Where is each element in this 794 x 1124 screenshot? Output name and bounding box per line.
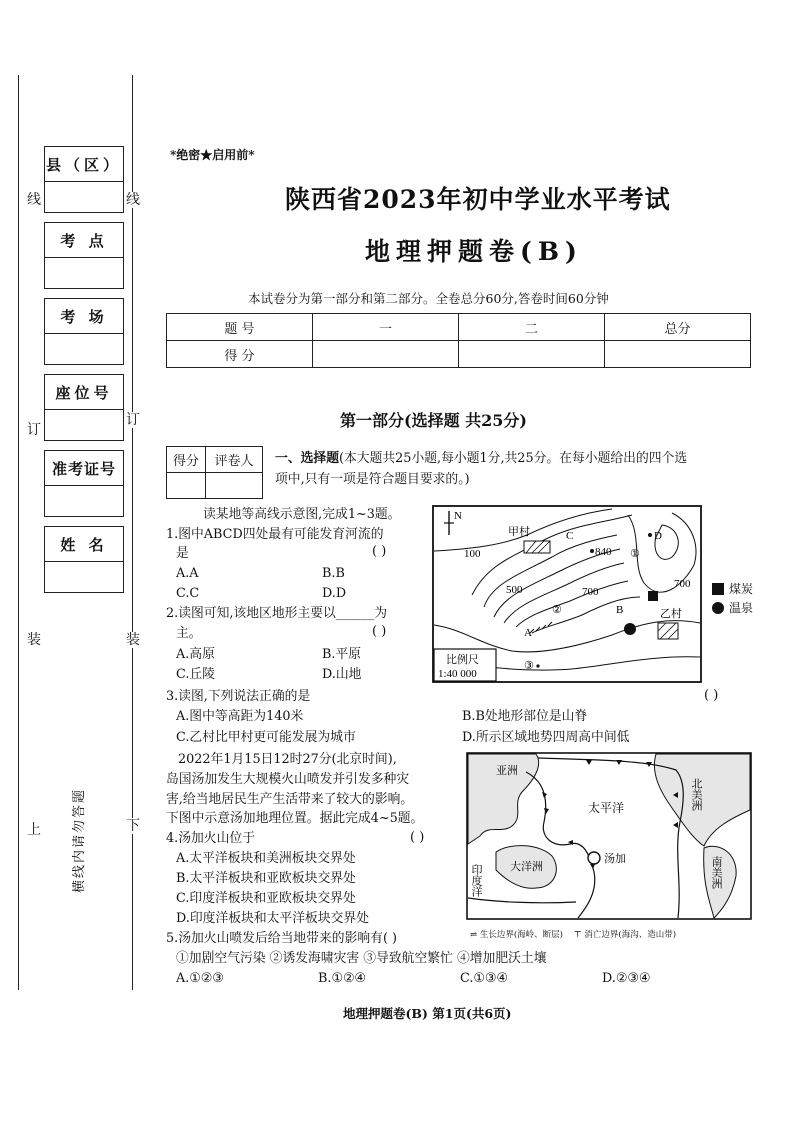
label-north-america: 北美洲: [690, 778, 702, 811]
point-c: C: [566, 530, 574, 542]
q4-stem: 4.汤加火山位于: [166, 831, 255, 846]
field-exam-room-label: 考 场: [45, 299, 123, 334]
label-tonga: 汤加: [604, 853, 626, 865]
scale-label: 比例尺: [446, 654, 479, 666]
point-3: ③: [524, 660, 534, 672]
field-name-label: 姓 名: [45, 527, 123, 562]
intro-tonga-2: 岛国汤加发生大规模火山喷发并引发多种灾: [166, 772, 410, 787]
label-pacific: 太平洋: [588, 801, 625, 815]
intro-tonga-4: 下图中示意汤加地理位置。据此完成4~5题。: [166, 811, 424, 826]
q2-stem-cont: 主。: [176, 626, 202, 641]
q4-option-b[interactable]: B.太平洋板块和亚欧板块交界处: [176, 871, 356, 886]
q5-items: ①加剧空气污染 ②诱发海啸灾害 ③导致航空繁忙 ④增加肥沃土壤: [176, 951, 547, 966]
part1-title: 第一部分(选择题 共25分): [340, 411, 527, 430]
score-header-total: 总分: [605, 314, 751, 341]
q3-answer-paren[interactable]: ( ): [704, 688, 719, 703]
score-cell-part1[interactable]: [313, 341, 459, 368]
coal-icon: [648, 591, 658, 601]
legend-coal-label: 煤炭: [729, 582, 754, 596]
q4-option-d[interactable]: D.印度洋板块和太平洋板块交界处: [176, 911, 370, 926]
grader-table: [166, 446, 263, 499]
point-d: D: [654, 530, 662, 542]
q2-option-d[interactable]: D.山地: [322, 667, 362, 682]
point-2: ②: [552, 604, 562, 616]
binding-xian-left: 线: [27, 192, 41, 208]
q5-option-c[interactable]: C.①③④: [460, 971, 508, 986]
binding-zhuang-left: 装: [27, 632, 41, 648]
point-b: B: [616, 604, 624, 616]
label-south-america: 南美洲: [710, 856, 722, 889]
intro-tonga-1: 2022年1月15日12时27分(北京时间),: [178, 752, 397, 767]
q1-answer-paren[interactable]: ( ): [372, 544, 387, 559]
field-exam-site[interactable]: [44, 222, 124, 289]
field-exam-site-label: 考 点: [45, 223, 123, 258]
q2-option-c[interactable]: C.丘陵: [176, 667, 215, 682]
q1-stem: 1.图中ABCD四处最有可能发育河流的: [166, 527, 384, 542]
q1-option-d[interactable]: D.D: [322, 586, 347, 601]
q3-option-a[interactable]: A.图中等高距为140米: [176, 709, 304, 724]
legend-growth-label: 生长边界(海岭、断层): [479, 930, 563, 940]
grader-name-cell[interactable]: [206, 473, 263, 499]
page-subtitle: 地理押题卷(B): [365, 237, 583, 266]
q4-option-c[interactable]: C.印度洋板块和亚欧板块交界处: [176, 891, 356, 906]
score-cell-part2[interactable]: [459, 341, 605, 368]
subduction-boundary-icon: ⊤: [573, 930, 582, 940]
section-head: 一、选择题: [275, 451, 339, 466]
q4-answer-paren[interactable]: ( ): [410, 830, 425, 845]
contour-label-840: 840: [595, 546, 612, 558]
contour-label-700b: 700: [674, 578, 691, 590]
grader-score-cell[interactable]: [167, 473, 206, 499]
binding-warning: 横线内请勿答题: [72, 787, 87, 893]
north-label: N: [454, 510, 462, 522]
label-indian-ocean: 印度洋: [470, 864, 482, 897]
q5-option-d[interactable]: D.②③④: [602, 971, 651, 986]
legend-subduct-label: 消亡边界(海沟、造山带): [584, 930, 677, 940]
field-county[interactable]: [44, 146, 124, 213]
plate-map-legend: [470, 928, 746, 940]
scale-value: 1:40 000: [438, 668, 477, 680]
q2-option-b[interactable]: B.平原: [322, 647, 362, 662]
field-admission-number-label: 准考证号: [45, 451, 123, 486]
section-text1: (本大题共25小题,每小题1分,共25分。在每小题给出的四个选: [338, 451, 688, 466]
plate-map: [466, 752, 752, 920]
point-1: ①: [630, 548, 640, 560]
binding-shang: 上: [27, 822, 41, 838]
score-cell-total[interactable]: [605, 341, 751, 368]
q3-option-d[interactable]: D.所示区域地势四周高中间低: [462, 730, 630, 745]
grader-name-label: 评卷人: [206, 447, 263, 473]
legend-hot-spring-icon: [712, 602, 724, 614]
village-yi-label: 乙村: [660, 608, 682, 620]
binding-zhuang-right: 装: [126, 632, 140, 648]
score-header-label: 题 号: [167, 314, 313, 341]
field-seat-number[interactable]: [44, 374, 124, 441]
q1-option-b[interactable]: B.B: [322, 566, 345, 581]
q5-option-a[interactable]: A.①②③: [176, 971, 224, 986]
contour-map: [432, 505, 702, 683]
binding-line-outer: [18, 75, 19, 990]
field-name[interactable]: [44, 526, 124, 593]
contour-label-700a: 700: [582, 586, 599, 598]
grader-score-label: 得分: [167, 447, 206, 473]
binding-xian-right: 线: [126, 192, 140, 208]
q2-answer-paren[interactable]: ( ): [372, 624, 387, 639]
q3-stem: 3.读图,下列说法正确的是: [166, 689, 311, 704]
field-seat-number-label: 座位号: [45, 375, 123, 410]
legend-coal-icon: [712, 583, 724, 595]
contour-label-100: 100: [464, 548, 481, 560]
page-title: 陕西省2023年初中学业水平考试: [285, 185, 671, 214]
exam-instructions: 本试卷分为第一部分和第二部分。全卷总分60分,答卷时间60分钟: [248, 291, 609, 306]
score-header-part2: 二: [459, 314, 605, 341]
label-asia: 亚洲: [496, 765, 518, 777]
intro-tonga-3: 害,给当地居民生产生活带来了较大的影响。: [166, 792, 414, 807]
legend-hot-spring-label: 温泉: [729, 601, 754, 615]
q1-stem-cont: 是: [176, 546, 189, 561]
q5-stem: 5.汤加火山喷发后给当地带来的影响有( ): [166, 931, 398, 946]
growth-boundary-icon: ⇌: [470, 930, 478, 940]
point-a: A: [524, 627, 532, 639]
field-exam-room[interactable]: [44, 298, 124, 365]
q2-option-a[interactable]: A.高原: [176, 647, 215, 662]
binding-ding-left: 订: [27, 422, 41, 438]
binding-ding-right: 订: [126, 412, 140, 428]
intro-contour: 读某地等高线示意图,完成1~3题。: [203, 507, 401, 522]
binding-line-inner: [132, 75, 133, 990]
q5-option-b[interactable]: B.①②④: [318, 971, 366, 986]
section-instructions-line2: 项中,只有一项是符合题目要求的。): [275, 472, 470, 487]
secret-mark: *绝密★启用前*: [170, 148, 255, 162]
field-admission-number[interactable]: [44, 450, 124, 517]
hot-spring-icon: [624, 623, 636, 635]
score-row-label: 得 分: [167, 341, 313, 368]
q4-option-a[interactable]: A.太平洋板块和美洲板块交界处: [176, 851, 356, 866]
label-oceania: 大洋洲: [510, 861, 543, 873]
q3-option-b[interactable]: B.B处地形部位是山脊: [462, 709, 588, 724]
score-header-part1: 一: [313, 314, 459, 341]
q1-option-a[interactable]: A.A: [176, 566, 199, 581]
tonga-marker-icon: [588, 852, 600, 864]
q3-option-c[interactable]: C.乙村比甲村更可能发展为城市: [176, 730, 356, 745]
score-table: [166, 313, 751, 368]
page-footer: 地理押题卷(B) 第1页(共6页): [343, 1006, 512, 1021]
binding-xia: 下: [126, 818, 140, 834]
contour-label-500: 500: [506, 584, 523, 596]
q2-stem: 2.读图可知,该地区地形主要以______为: [166, 606, 388, 621]
section-instructions-line1: [275, 450, 687, 468]
field-county-label: 县（区）: [45, 147, 123, 182]
village-jia-label: 甲村: [508, 526, 530, 538]
q1-option-c[interactable]: C.C: [176, 586, 200, 601]
